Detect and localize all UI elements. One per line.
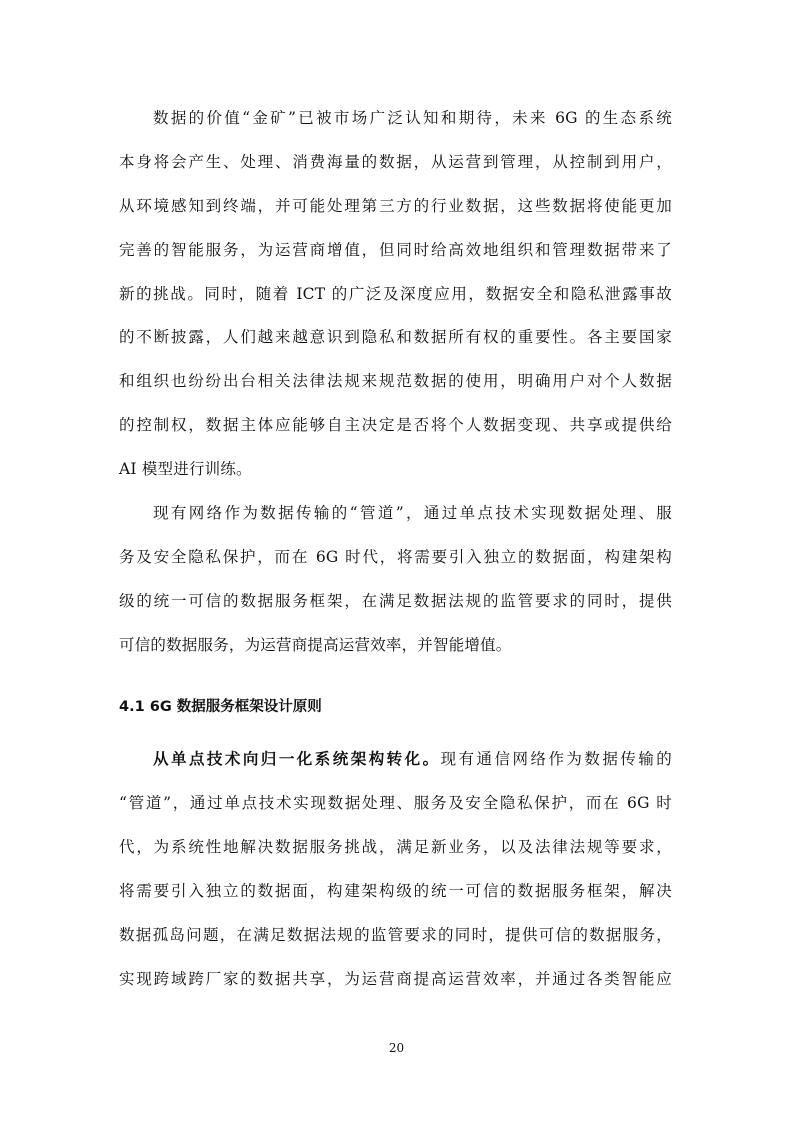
paragraph-1-line: 的不断披露，人们越来越意识到隐私和数据所有权的重要性。各主要国家	[119, 328, 672, 346]
paragraph-2-line: 务及安全隐私保护，而在 6G 时代，将需要引入独立的数据面，构建架构	[119, 548, 672, 566]
paragraph-1-line: 本身将会产生、处理、消费海量的数据，从运营到管理，从控制到用户，	[119, 153, 672, 171]
paragraph-1-line: 新的挑战。同时，随着 ICT 的广泛及深度应用，数据安全和隐私泄露事故	[119, 285, 672, 303]
page-number: 20	[388, 1041, 405, 1055]
paragraph-3-line: 代，为系统性地解决数据服务挑战，满足新业务，以及法律法规等要求，	[119, 838, 672, 856]
paragraph-3-line: 将需要引入独立的数据面，构建架构级的统一可信的数据服务框架，解决	[119, 882, 672, 900]
paragraph-2-line: 级的统一可信的数据服务框架，在满足数据法规的监管要求的同时，提供	[119, 592, 672, 610]
section-heading: 4.1 6G 数据服务框架设计原则	[119, 699, 322, 715]
paragraph-1-line: AI 模型进行训练。	[119, 460, 252, 478]
paragraph-2-line: 可信的数据服务，为运营商提高运营效率，并智能增值。	[119, 636, 512, 654]
paragraph-1-line: 从环境感知到终端，并可能处理第三方的行业数据，这些数据将使能更加	[119, 197, 672, 215]
paragraph-3-line: 数据孤岛问题，在满足数据法规的监管要求的同时，提供可信的数据服务，	[119, 926, 672, 944]
paragraph-1-line: 完善的智能服务，为运营商增值，但同时给高效地组织和管理数据带来了	[119, 241, 672, 259]
paragraph-3-line: “管道”，通过单点技术实现数据处理、服务及安全隐私保护，而在 6G 时	[119, 794, 672, 812]
paragraph-3-bold-lead: 从单点技术向归一化系统架构转化。	[153, 749, 441, 768]
paragraph-1-line: 和组织也纷纷出台相关法律法规来规范数据的使用，明确用户对个人数据	[119, 372, 672, 390]
paragraph-3-first-line-rest: 现有通信网络作为数据传输的	[440, 750, 673, 768]
paragraph-2-line: 现有网络作为数据传输的“管道”，通过单点技术实现数据处理、服	[153, 504, 672, 522]
paragraph-3-line: 实现跨域跨厂家的数据共享，为运营商提高运营效率，并通过各类智能应	[119, 970, 672, 988]
paragraph-3-first-line	[153, 748, 672, 770]
paragraph-1-line: 数据的价值“金矿”已被市场广泛认知和期待，未来 6G 的生态系统	[153, 109, 672, 127]
paragraph-1-line: 的控制权，数据主体应能够自主决定是否将个人数据变现、共享或提供给	[119, 416, 672, 434]
